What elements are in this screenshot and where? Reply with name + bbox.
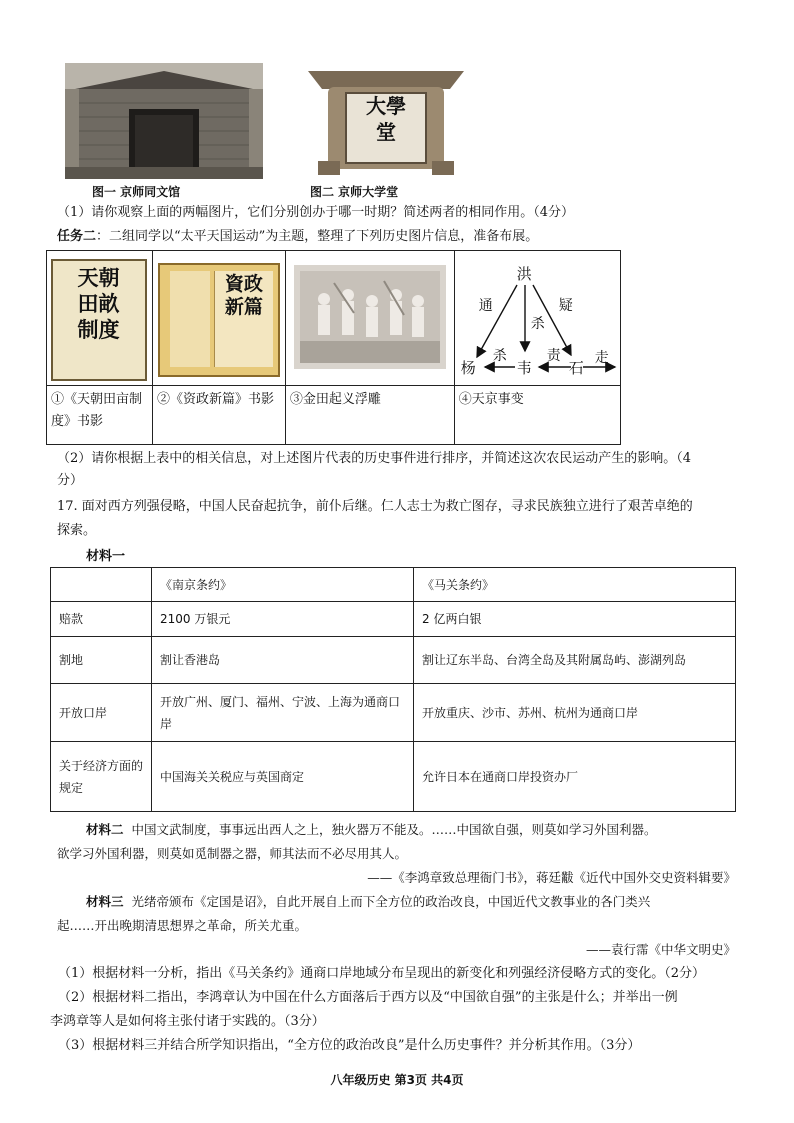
diagram-node-wei: 韦: [516, 359, 532, 377]
nanjing-cell: 2100 万银元: [152, 602, 414, 637]
diagram-label-sha-left: 杀: [492, 348, 507, 364]
material2-text1: 中国文武制度，事事远出西人之上，独火器万不能及。……中国欲自强，则莫如学习外国利器。: [131, 822, 657, 837]
treaty-comparison-table: [50, 567, 736, 812]
treaty-header-nanjing: 《南京条约》: [152, 568, 414, 602]
treaty-header-maguan: 《马关条约》: [414, 568, 736, 602]
question-17-1: （1）根据材料一分析，指出《马关条约》通商口岸地域分布呈现出的新变化和列强经济侵略方式的变化。（2分）: [58, 966, 706, 981]
maguan-cell: 2 亿两白银: [414, 602, 736, 637]
material2-label: 材料二: [86, 822, 124, 837]
caption-1: ①《天朝田亩制度》书影: [47, 386, 153, 445]
cell-diagram: [454, 251, 620, 386]
task2-line: [57, 227, 754, 247]
question-17-line2: 探索。: [57, 523, 97, 538]
maguan-cell: 开放重庆、沙市、苏州、杭州为通商口岸: [414, 684, 736, 742]
nanjing-cell: 开放广州、厦门、福州、宁波、上海为通商口岸: [152, 684, 414, 742]
material2-line2: 欲学习外国利器，则莫如觅制器之器，师其法而不必尽用其人。: [57, 846, 408, 861]
cell-relief: [285, 251, 454, 386]
row-label: 赔款: [51, 602, 152, 637]
material3-line2: 起……开出晚期清思想界之革命，所关尤重。: [57, 918, 308, 933]
book2-cover: [158, 263, 280, 377]
diagram-label-zou: 走: [594, 350, 609, 366]
photo-daxuetang: [290, 63, 482, 179]
diagram-label-tong: 通: [478, 298, 493, 314]
question-17-3: （3）根据材料三并结合所学知识指出，“全方位的政治改良”是什么历史事件？并分析其作用。（3分）: [58, 1038, 641, 1053]
question-16-2-line2: 分）: [57, 473, 84, 488]
nanjing-cell: 割让香港岛: [152, 637, 414, 684]
diagram-label-ze: 责: [546, 348, 561, 364]
question-16-1: （1）请你观察上面的两幅图片，它们分别创办于哪一时期？简述两者的相同作用。（4分）: [57, 205, 575, 220]
task2-text: ：二组同学以“太平天国运动”为主题，整理了下列历史图片信息，准备布展。: [96, 229, 539, 244]
material1-label: 材料一: [86, 549, 126, 564]
fig1-caption: 图一 京师同文馆: [92, 185, 181, 199]
table-row: [51, 602, 736, 637]
treaty-header-blank: [51, 568, 152, 602]
material3-source: ——袁行霈《中华文明史》: [585, 942, 736, 957]
material3-label: 材料三: [86, 894, 124, 909]
daxuetang-plaque-text: 大學堂: [366, 94, 406, 144]
cell-book2: [152, 251, 285, 386]
task2-label: 任务二: [57, 229, 97, 244]
caption-4: ④天京事变: [454, 386, 620, 445]
page-footer: 八年级历史 第3页 共4页: [330, 1073, 464, 1087]
table-row: [51, 742, 736, 812]
jintian-relief-image: [294, 265, 446, 369]
maguan-cell: 允许日本在通商口岸投资办厂: [414, 742, 736, 812]
cell-book1: [47, 251, 153, 386]
question-17-2-line1: （2）根据材料二指出，李鸿章认为中国在什么方面落后于西方以及“中国欲自强”的主张是什么；并举出一例: [58, 990, 678, 1005]
book2-title: 資政新篇: [224, 273, 263, 318]
material2-source: ——《李鸿章致总理衙门书》，蒋廷黻《近代中国外交史资料辑要》: [367, 870, 736, 885]
diagram-label-sha-center: 杀: [530, 316, 545, 332]
taiping-picture-table: [46, 250, 621, 445]
photo-tongwenguan: [65, 63, 263, 179]
material3-text1: 光绪帝颁布《定国是诏》，自此开展自上而下全方位的政治改良，中国近代文教事业的各门类兴: [131, 894, 651, 909]
material2-line1: [86, 820, 754, 840]
book1-cover: [51, 259, 147, 381]
question-17-2-line2: 李鸿章等人是如何将主张付诸于实践的。（3分）: [50, 1014, 325, 1029]
question-16-2-line1: （2）请你根据上表中的相关信息，对上述图片代表的历史事件进行排序，并简述这次农民运动产生的影响。（4: [57, 451, 692, 466]
diagram-node-hong: 洪: [516, 265, 532, 283]
row-label: 割地: [51, 637, 152, 684]
caption-3: ③金田起义浮雕: [285, 386, 454, 445]
nanjing-cell: 中国海关关税应与英国商定: [152, 742, 414, 812]
row-label: 开放口岸: [51, 684, 152, 742]
fig2-caption: 图二 京师大学堂: [310, 185, 399, 199]
diagram-node-shi: 石: [568, 359, 584, 377]
book1-title: 天朝田畝制度: [77, 265, 120, 342]
material3-line1: [86, 892, 754, 912]
caption-2: ②《资政新篇》书影: [152, 386, 285, 445]
diagram-label-yi: 疑: [558, 298, 573, 314]
table-row: [51, 637, 736, 684]
tongwenguan-gate-image: [65, 63, 263, 179]
row-label: 关于经济方面的规定: [51, 742, 152, 812]
maguan-cell: 割让辽东半岛、台湾全岛及其附属岛屿、澎湖列岛: [414, 637, 736, 684]
question-17-line1: 17. 面对西方列强侵略，中国人民奋起抗争，前仆后继。仁人志士为救亡图存，寻求民族独立进行了艰苦卓绝的: [57, 499, 693, 514]
diagram-node-yang: 杨: [460, 359, 476, 377]
table-row: [51, 684, 736, 742]
